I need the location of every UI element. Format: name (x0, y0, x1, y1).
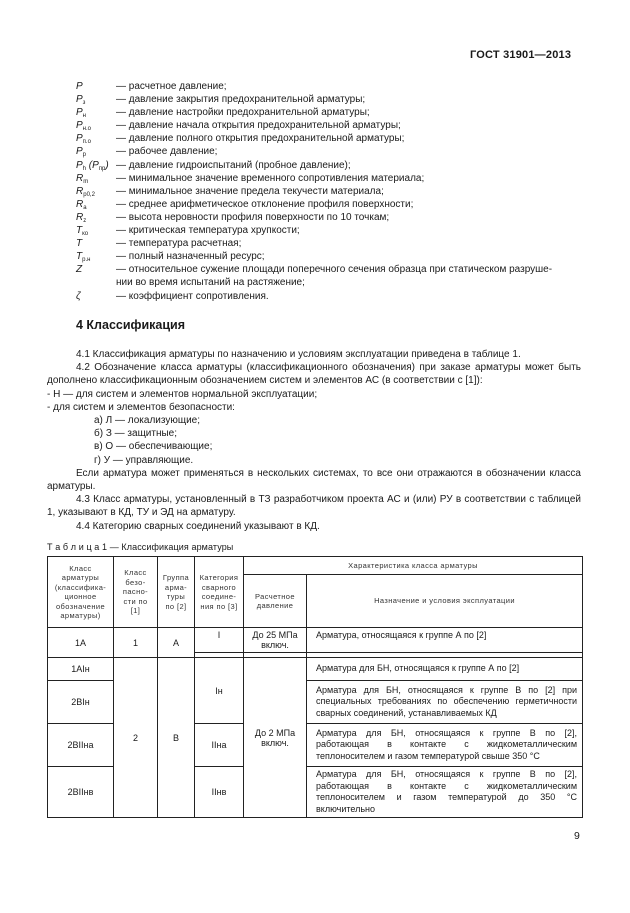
symbol-row (76, 80, 586, 93)
symbol: $R_a$ (76, 198, 87, 211)
symbol-row (76, 119, 586, 132)
symbol-definition: — среднее арифметическое отклонение профиля поверхности; (116, 198, 414, 210)
cell-class: 1АIн (48, 658, 114, 681)
symbol-row (76, 145, 586, 158)
cell-class: 2ВIIнв (48, 767, 114, 818)
page-number: 9 (574, 830, 580, 842)
cell-purpose: Арматура для БН, относящаяся к группе А по [2] (307, 658, 583, 681)
list-item-c: в) О — обеспечивающие; (94, 441, 213, 453)
symbol-definition: — относительное сужение площади поперечного сечения образца при статическом разруше- (116, 264, 553, 276)
cell-class: 2ВIIна (48, 724, 114, 767)
symbol: $R_{p0,2}$ (76, 185, 95, 198)
symbol-row (76, 250, 586, 263)
symbol-definition: — рабочее давление; (116, 146, 218, 158)
cell-weld: IIна (195, 724, 244, 767)
symbol-definition: — температура расчетная; (116, 238, 242, 250)
classification-table (47, 556, 583, 818)
symbol: $P_{п.о}$ (76, 133, 91, 146)
symbol-definition: — высота неровности профиля поверхности по 10 точкам; (116, 211, 390, 223)
cell-purpose: Арматура, относящаяся к группе А по [2] (307, 628, 583, 653)
symbol-row (76, 198, 586, 211)
paragraph-multi-system: Если арматура может применяться в нескольких системах, то все они отражаются в обозначении класса арматуры. (47, 467, 581, 493)
cell-purpose: Арматура для БН, относящаяся к группе В по [2] при специальных требованиях по обеспечению герметичности сварных соединений, устанавливаемых КД (307, 681, 583, 724)
cell-weld: IIнв (195, 767, 244, 818)
table-header-row (48, 557, 583, 575)
symbol: $P_{н.о}$ (76, 120, 91, 133)
symbol: ζ (76, 290, 81, 302)
symbol: $R_m$ (76, 172, 89, 185)
cell-purpose: Арматура для БН, относящаяся к группе В по [2], работающая в контакте с жидкометаллическим теплоносителем и газом температурой до 350 °С включительно (307, 767, 583, 818)
standard-designation: ГОСТ 31901—2013 (470, 49, 572, 61)
section-body (47, 348, 581, 533)
symbol-row (76, 237, 586, 250)
cell-weld: Iн (195, 658, 244, 724)
symbol-definition: — минимальное значение предела текучести материала; (116, 185, 384, 197)
symbol-definition: — расчетное давление; (116, 81, 227, 92)
list-item-d: г) У — управляющие. (94, 454, 194, 466)
symbol-row (76, 290, 586, 303)
symbol-row (76, 106, 586, 119)
cell-class: 2ВIн (48, 681, 114, 724)
symbol-row (76, 93, 586, 106)
symbol-definition: — критическая температура хрупкости; (116, 225, 300, 237)
symbol: $P_н$ (76, 107, 86, 120)
symbol: $P_h$ $(P_{пр})$ (76, 159, 109, 172)
symbol-row (76, 263, 586, 289)
table-row (48, 628, 583, 653)
symbol-definition: — полный назначенный ресурс; (116, 251, 265, 263)
symbol-definition: — коэффициент сопротивления. (116, 290, 269, 302)
symbol-definition: — давление закрытия предохранительной арматуры; (116, 94, 366, 106)
symbol-definition: — давление гидроиспытаний (пробное давление); (116, 159, 351, 171)
symbol-row (76, 224, 586, 237)
symbol-row (76, 211, 586, 224)
symbols-list (76, 80, 586, 303)
paragraph-4-1: 4.1 Классификация арматуры по назначению и условиям эксплуатации приведена в таблице 1. (76, 349, 521, 360)
header-weld: Категория сварного соедине-ния по [3] (195, 557, 244, 628)
symbol: $R_z$ (76, 211, 87, 224)
cell-weld: I (195, 628, 244, 653)
symbol-definition: — давление начала открытия предохранительной арматуры; (116, 120, 401, 132)
header-purpose: Назначение и условия эксплуатации (307, 575, 583, 628)
list-item-safety: - для систем и элементов безопасности: (47, 401, 235, 413)
table-caption: Т а б л и ц а 1 — Классификация арматуры (47, 542, 234, 552)
symbol-row (76, 132, 586, 145)
symbol: T (76, 238, 83, 250)
symbol-definition: — давление полного открытия предохранительной арматуры; (116, 133, 405, 145)
symbol-row (76, 185, 586, 198)
header-characteristic: Характеристика класса арматуры (244, 557, 583, 575)
cell-safety: 2 (114, 658, 158, 818)
symbol: Z (76, 264, 83, 276)
symbol-row (76, 159, 586, 172)
header-group: Группа арма-туры по [2] (158, 557, 195, 628)
header-safety: Класс безо-пасно-сти по [1] (114, 557, 158, 628)
cell-pressure: До 2 МПа включ. (244, 658, 307, 818)
paragraph-4-2: 4.2 Обозначение класса арматуры (классификационного обозначения) при заказе арматуры может быть дополнено классификационным обозначением систем и элементов АС (в соответствии с [1]): (47, 362, 581, 387)
table-row (48, 658, 583, 681)
symbol: $P_з$ (76, 94, 86, 107)
cell-group: В (158, 658, 195, 818)
cell-safety: 1 (114, 628, 158, 658)
cell-purpose: Арматура для БН, относящаяся к группе В по [2], работающая в контакте с жидкометаллическим теплоносителем и газом температурой свыше 350 °С (307, 724, 583, 767)
list-item-a: а) Л — локализующие; (94, 415, 201, 427)
symbol-definition: — давление настройки предохранительной арматуры; (116, 107, 370, 119)
paragraph-4-3: 4.3 Класс арматуры, установленный в ТЗ разработчиком проекта АС и (или) РУ в соответствии с таблицей 1, указывают в КД, ТУ и ЭД на арматуру. (47, 494, 581, 519)
symbol: $P_р$ (76, 146, 87, 159)
symbol: P (76, 81, 83, 92)
section-title: 4 Классификация (76, 318, 186, 332)
list-item-b: б) З — защитные; (94, 428, 178, 440)
cell-pressure: До 25 МПа включ. (244, 628, 307, 653)
paragraph-4-4: 4.4 Категорию сварных соединений указывают в КД. (76, 520, 320, 532)
header-class: Класс арматуры (классифика-ционное обозначение арматуры) (48, 557, 114, 628)
cell-class: 1А (48, 628, 114, 658)
cell-group: А (158, 628, 195, 658)
symbol: $T_{р.н}$ (76, 251, 91, 264)
symbol-row (76, 172, 586, 185)
symbol-definition-continued: нии во время испытаний на растяжение; (116, 277, 305, 289)
header-pressure: Расчетное давление (244, 575, 307, 628)
symbol-definition: — минимальное значение временного сопротивления материала; (116, 172, 425, 184)
symbol: $T_{ко}$ (76, 225, 89, 238)
list-item-normal: - Н — для систем и элементов нормальной эксплуатации; (47, 388, 318, 400)
